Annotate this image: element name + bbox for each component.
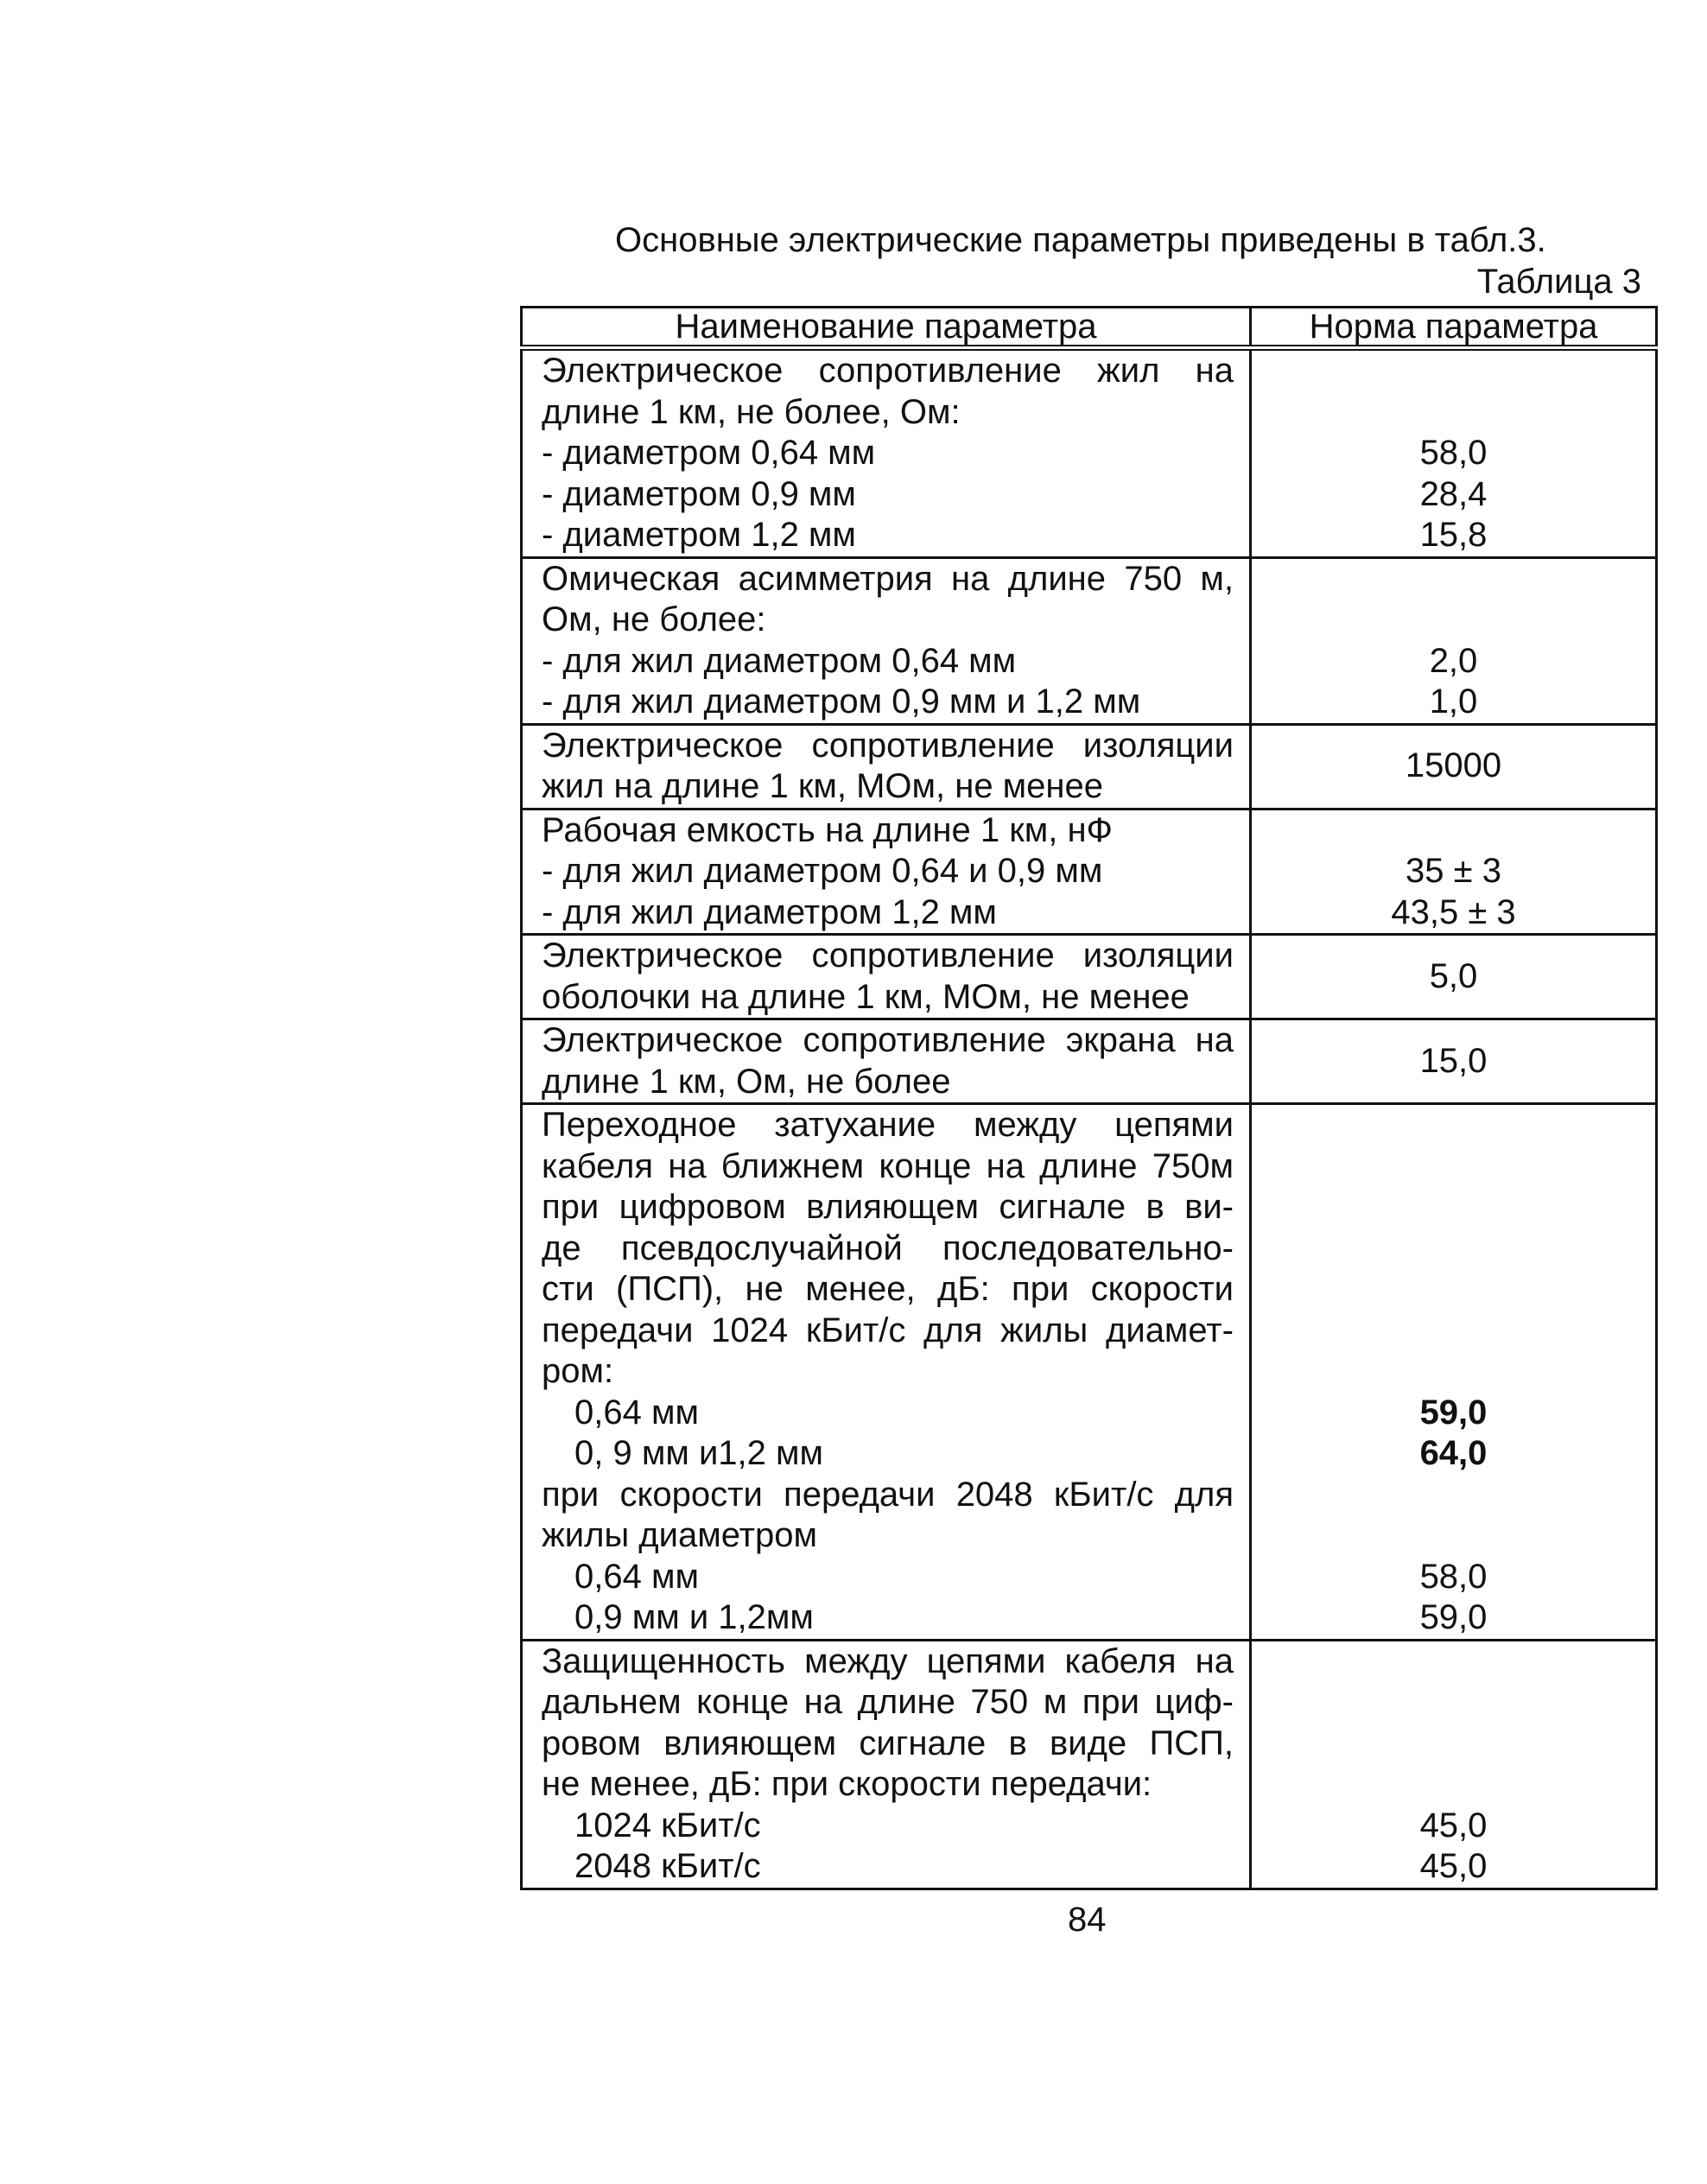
cell-value: [1252, 600, 1655, 641]
cell-value: 45,0: [1419, 1806, 1488, 1844]
parameter-value-cell: [1251, 1104, 1657, 1641]
cell-line: кабеля на ближнем конце на длине 750м: [542, 1146, 1234, 1185]
table-row: [522, 724, 1657, 809]
table-row: [522, 348, 1657, 558]
cell-value: 43,5 ± 3: [1391, 892, 1516, 931]
cell-value: 15,8: [1419, 516, 1488, 554]
cell-value: [1252, 1146, 1655, 1188]
cell-value: [1252, 1641, 1655, 1683]
table-row: [522, 935, 1657, 1019]
cell-value: 35 ± 3: [1406, 852, 1501, 890]
cell-line: при скорости передачи 2048 кБит/с для: [542, 1475, 1234, 1514]
header-parameter-norm: Норма параметра: [1251, 308, 1657, 348]
cell-line: жил на длине 1 км, МОм, не менее: [542, 767, 1103, 805]
cell-line: длине 1 км, Ом, не более: [542, 1062, 951, 1101]
table-caption: Таблица 3: [1476, 263, 1641, 301]
cell-value: 1,0: [1429, 682, 1478, 721]
cell-value: 2,0: [1429, 641, 1478, 680]
cell-line: длине 1 км, не более, Ом:: [542, 392, 961, 431]
cell-value: [1252, 1269, 1655, 1311]
cell-line: при цифровом влияющем сигнале в ви-: [542, 1188, 1234, 1226]
cell-line: - для жил диаметром 0,9 мм и 1,2 мм: [542, 682, 1141, 721]
cell-line: де псевдослучайной последовательно-: [542, 1228, 1234, 1267]
cell-value: [1252, 351, 1655, 392]
cell-line: 0,9 мм и 1,2мм: [574, 1598, 814, 1636]
cell-value: [1252, 1351, 1655, 1393]
cell-line: Электрическое сопротивление изоляции: [542, 936, 1234, 975]
parameter-name-cell: [522, 935, 1251, 1019]
parameter-value-cell: [1251, 557, 1657, 724]
cell-value: 58,0: [1419, 1557, 1488, 1596]
parameter-name-cell: [522, 557, 1251, 724]
cell-line: оболочки на длине 1 км, МОм, не менее: [542, 977, 1190, 1016]
cell-value: [1252, 1475, 1655, 1516]
table-row: [522, 1104, 1657, 1641]
cell-value: [1252, 392, 1655, 434]
cell-line: жилы диаметром: [542, 1516, 817, 1554]
cell-line: Электрическое сопротивление изоляции: [542, 726, 1234, 765]
parameter-value-cell: [1251, 348, 1657, 558]
cell-line: ровом влияющем сигнале в виде ПСП,: [542, 1724, 1234, 1762]
cell-value: 15,0: [1419, 1041, 1488, 1080]
table-row: [522, 1019, 1657, 1104]
cell-line: - для жил диаметром 0,64 мм: [542, 641, 1017, 680]
page-number: 84: [1068, 1901, 1107, 1939]
cell-line: Электрическое сопротивление жил на: [542, 352, 1234, 390]
cell-line: Ом, не более:: [542, 600, 766, 638]
parameter-name-cell: [522, 1019, 1251, 1104]
cell-value: 5,0: [1429, 956, 1478, 995]
parameter-name-cell: [522, 348, 1251, 558]
cell-value: [1252, 1228, 1655, 1270]
cell-line: не менее, дБ: при скорости передачи:: [542, 1765, 1152, 1803]
cell-line: - диаметром 1,2 мм: [542, 516, 856, 554]
table-row: [522, 809, 1657, 935]
cell-value: 59,0: [1419, 1598, 1488, 1636]
cell-line: дальнем конце на длине 750 м при циф-: [542, 1683, 1234, 1721]
cell-line: 0, 9 мм и1,2 мм: [574, 1434, 824, 1472]
cell-value: [1252, 1515, 1655, 1557]
parameter-value-cell: [1251, 935, 1657, 1019]
parameter-name-cell: [522, 1104, 1251, 1641]
parameter-value-cell: [1251, 1640, 1657, 1889]
parameter-name-cell: [522, 809, 1251, 935]
cell-value: 15000: [1405, 746, 1502, 785]
table-row: [522, 557, 1657, 724]
cell-line: 0,64 мм: [574, 1393, 699, 1432]
parameter-value-cell: [1251, 1019, 1657, 1104]
cell-line: Защищенность между цепями кабеля на: [542, 1641, 1234, 1680]
parameters-table: [520, 306, 1658, 1890]
cell-line: Электрическое сопротивление экрана на: [542, 1021, 1234, 1059]
parameter-value-cell: [1251, 724, 1657, 809]
cell-line: - для жил диаметром 0,64 и 0,9 мм: [542, 852, 1103, 890]
cell-line: Переходное затухание между цепями: [542, 1106, 1234, 1144]
header-parameter-name: Наименование параметра: [522, 308, 1251, 348]
cell-line: - диаметром 0,64 мм: [542, 434, 876, 472]
cell-value: [1252, 1724, 1655, 1765]
cell-value: [1252, 810, 1655, 852]
cell-line: - для жил диаметром 1,2 мм: [542, 892, 997, 931]
cell-value: [1252, 1682, 1655, 1724]
cell-value: 45,0: [1419, 1847, 1488, 1885]
table-header-row: [522, 308, 1657, 348]
cell-value: 59,0: [1419, 1393, 1488, 1432]
cell-value: [1252, 1187, 1655, 1228]
cell-line: Омическая асимметрия на длине 750 м,: [542, 559, 1234, 598]
cell-value: 28,4: [1419, 474, 1488, 513]
cell-line: 2048 кБит/с: [574, 1847, 761, 1885]
cell-line: - диаметром 0,9 мм: [542, 474, 856, 513]
cell-line: передачи 1024 кБит/с для жилы диамет-: [542, 1311, 1234, 1349]
intro-text: Основные электрические параметры приведены в табл.3.: [615, 221, 1546, 259]
cell-value: [1252, 1764, 1655, 1806]
cell-value: [1252, 1105, 1655, 1146]
cell-value: [1252, 559, 1655, 600]
table-row: [522, 1640, 1657, 1889]
cell-value: [1252, 1311, 1655, 1352]
cell-line: ром:: [542, 1352, 614, 1390]
cell-value: 58,0: [1419, 434, 1488, 472]
parameter-name-cell: [522, 1640, 1251, 1889]
cell-line: Рабочая емкость на длине 1 км, нФ: [542, 810, 1113, 849]
cell-line: 0,64 мм: [574, 1557, 699, 1596]
parameter-value-cell: [1251, 809, 1657, 935]
cell-line: 1024 кБит/с: [574, 1806, 761, 1844]
cell-value: 64,0: [1419, 1434, 1488, 1472]
parameter-name-cell: [522, 724, 1251, 809]
cell-line: сти (ПСП), не менее, дБ: при скорости: [542, 1270, 1234, 1308]
